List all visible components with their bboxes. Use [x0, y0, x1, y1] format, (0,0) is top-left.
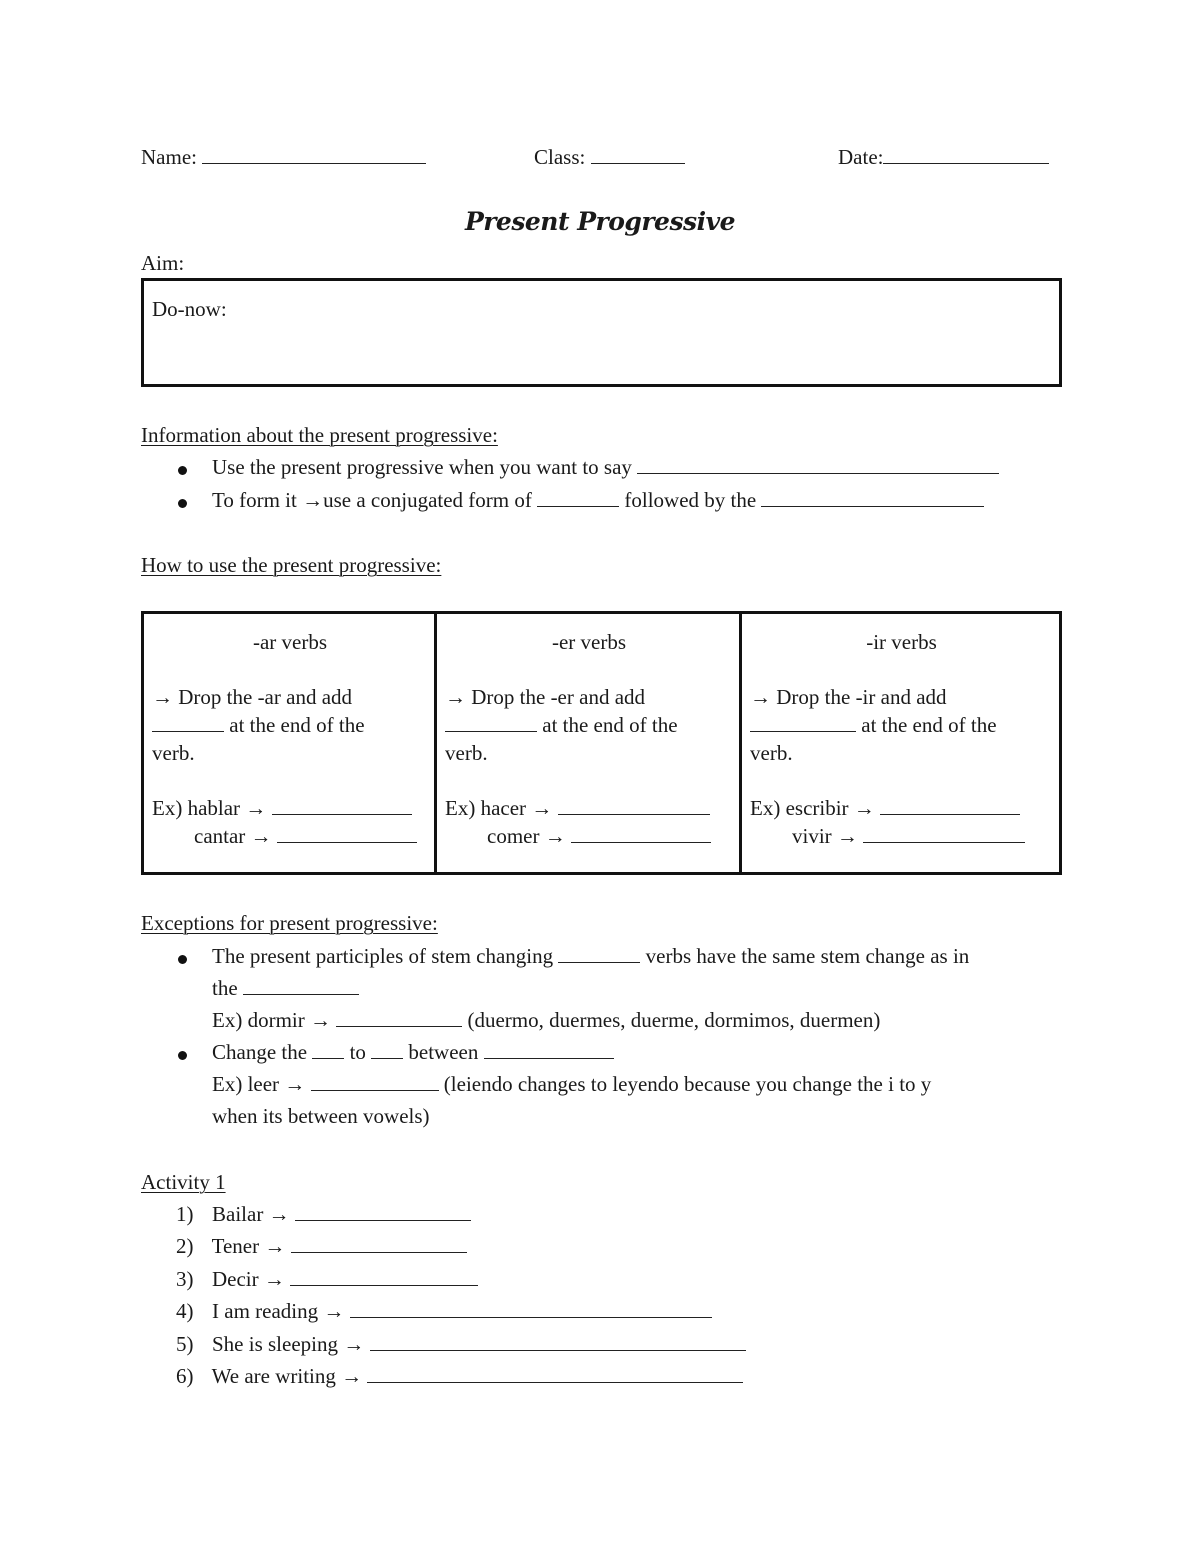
- exceptions-b1-example-b: (duermo, duermes, duerme, dormimos, duermen): [467, 1008, 881, 1032]
- ir-example-2: vivir →: [792, 824, 858, 848]
- ir-end-line: at the end of the: [861, 713, 997, 737]
- er-example-2-blank[interactable]: [571, 826, 711, 843]
- class-row: [534, 147, 685, 168]
- activity-item-text: I am reading →: [212, 1299, 345, 1323]
- bullet-icon: [178, 951, 187, 969]
- er-example-1-blank[interactable]: [558, 798, 710, 815]
- er-verbs-cell: [436, 613, 741, 874]
- activity-item-number: 2): [176, 1234, 194, 1258]
- name-label: Name:: [141, 145, 197, 169]
- bullet-icon: [178, 1047, 187, 1065]
- er-verb-line: verb.: [445, 741, 488, 765]
- activity-item-blank[interactable]: [367, 1366, 743, 1383]
- er-verbs-heading: -er verbs: [551, 630, 627, 654]
- er-ending-blank[interactable]: [445, 715, 537, 732]
- er-end-line: at the end of the: [542, 713, 678, 737]
- ir-verbs-cell: [741, 613, 1061, 874]
- ir-example-1: Ex) escribir →: [750, 796, 875, 820]
- date-row: [838, 147, 1049, 168]
- exceptions-bullet-2: [212, 1042, 614, 1063]
- ar-verbs-cell: [143, 613, 436, 874]
- activity-item-text: We are writing →: [211, 1364, 363, 1388]
- verbs-table: [141, 611, 1062, 875]
- activity-item-number: 3): [176, 1267, 194, 1291]
- ar-example-2-blank[interactable]: [277, 826, 417, 843]
- ar-end-line: at the end of the: [229, 713, 365, 737]
- er-example-2: comer →: [487, 824, 566, 848]
- activity-item: [176, 1301, 712, 1322]
- activity-item: [176, 1204, 471, 1225]
- activity-item: [176, 1269, 478, 1290]
- exceptions-b2-example-a: Ex) leer →: [212, 1072, 306, 1096]
- exceptions-b2-example-b: (leiendo changes to leyendo because you change the i to y: [443, 1072, 932, 1096]
- ir-example-2-blank[interactable]: [863, 826, 1025, 843]
- ir-drop-line: → Drop the -ir and add: [750, 685, 947, 709]
- exceptions-b1-text-a: The present participles of stem changing: [212, 944, 554, 968]
- aim-label: Aim:: [141, 251, 185, 275]
- ar-verb-line: verb.: [152, 741, 195, 765]
- activity-item-blank[interactable]: [295, 1204, 471, 1221]
- class-label: Class:: [534, 145, 586, 169]
- info-bullet-2-blank-b[interactable]: [761, 490, 984, 507]
- info-bullet-1: [212, 457, 999, 478]
- er-drop-line: → Drop the -er and add: [445, 685, 646, 709]
- activity-item-blank[interactable]: [290, 1269, 478, 1286]
- activity-item-text: Bailar →: [212, 1202, 290, 1226]
- info-bullet-2-text-b: followed by the: [624, 488, 757, 512]
- activity-item: [176, 1366, 743, 1387]
- exceptions-b1-example-a: Ex) dormir →: [212, 1008, 331, 1032]
- exceptions-b2-text-b: to: [349, 1040, 366, 1064]
- activity-item: [176, 1334, 746, 1355]
- er-example-1: Ex) hacer →: [445, 796, 553, 820]
- name-blank[interactable]: [202, 147, 426, 164]
- exceptions-b2-blank-a[interactable]: [312, 1042, 344, 1059]
- exceptions-b2-blank-c[interactable]: [484, 1042, 614, 1059]
- bullet-icon: [178, 462, 187, 480]
- activity-item-text: Decir →: [212, 1267, 285, 1291]
- exceptions-heading: Exceptions for present progressive:: [141, 911, 438, 935]
- ir-verb-line: verb.: [750, 741, 793, 765]
- exceptions-b2-text-a: Change the: [212, 1040, 308, 1064]
- activity-item-text: Tener →: [211, 1234, 286, 1258]
- ar-example-2: cantar →: [194, 824, 272, 848]
- info-heading: Information about the present progressive:: [141, 423, 498, 447]
- info-bullet-2-blank-a[interactable]: [537, 490, 619, 507]
- exceptions-b1-text-c: the: [212, 976, 238, 1000]
- date-blank[interactable]: [883, 147, 1049, 164]
- activity-item: [176, 1236, 467, 1257]
- activity-heading: Activity 1: [141, 1170, 226, 1194]
- exceptions-b2-example-blank[interactable]: [311, 1074, 439, 1091]
- exceptions-b2-example-c: when its between vowels): [212, 1104, 430, 1128]
- page-title: Present Progressive: [464, 207, 736, 236]
- ar-ending-blank[interactable]: [152, 715, 224, 732]
- activity-item-number: 4): [176, 1299, 194, 1323]
- bullet-icon: [178, 495, 187, 513]
- info-bullet-1-text: Use the present progressive when you want to say: [212, 455, 632, 479]
- ar-example-1: Ex) hablar →: [152, 796, 267, 820]
- exceptions-bullet-1-example: [212, 1010, 880, 1031]
- howto-heading: How to use the present progressive:: [141, 553, 442, 577]
- activity-item-number: 5): [176, 1332, 194, 1356]
- ir-example-1-blank[interactable]: [880, 798, 1020, 815]
- ir-ending-blank[interactable]: [750, 715, 856, 732]
- ar-verbs-heading: -ar verbs: [252, 630, 328, 654]
- info-bullet-1-blank[interactable]: [637, 457, 999, 474]
- exceptions-b1-blank-a[interactable]: [558, 946, 640, 963]
- name-row: [141, 147, 426, 168]
- exceptions-b1-text-b: verbs have the same stem change as in: [645, 944, 970, 968]
- donow-label: Do-now:: [152, 297, 227, 321]
- exceptions-bullet-2-example: [212, 1074, 931, 1095]
- activity-item-text: She is sleeping →: [212, 1332, 365, 1356]
- exceptions-b2-text-c: between: [408, 1040, 479, 1064]
- date-label: Date:: [838, 145, 884, 169]
- ir-verbs-heading: -ir verbs: [866, 630, 937, 654]
- ar-example-1-blank[interactable]: [272, 798, 412, 815]
- exceptions-b1-example-blank[interactable]: [336, 1010, 462, 1027]
- activity-item-blank[interactable]: [370, 1334, 746, 1351]
- exceptions-bullet-1-line-2: [212, 978, 359, 999]
- exceptions-b2-blank-b[interactable]: [371, 1042, 403, 1059]
- exceptions-b1-blank-b[interactable]: [243, 978, 359, 995]
- info-bullet-2-text-a: To form it →use a conjugated form of: [212, 488, 532, 512]
- info-bullet-2: [212, 490, 984, 511]
- ar-drop-line: → Drop the -ar and add: [152, 685, 353, 709]
- activity-item-number: 1): [176, 1202, 194, 1226]
- activity-item-blank[interactable]: [291, 1236, 467, 1253]
- class-blank[interactable]: [591, 147, 685, 164]
- activity-item-number: 6): [176, 1364, 194, 1388]
- exceptions-bullet-1: [212, 946, 969, 967]
- activity-item-blank[interactable]: [350, 1301, 712, 1318]
- donow-box[interactable]: [141, 278, 1062, 387]
